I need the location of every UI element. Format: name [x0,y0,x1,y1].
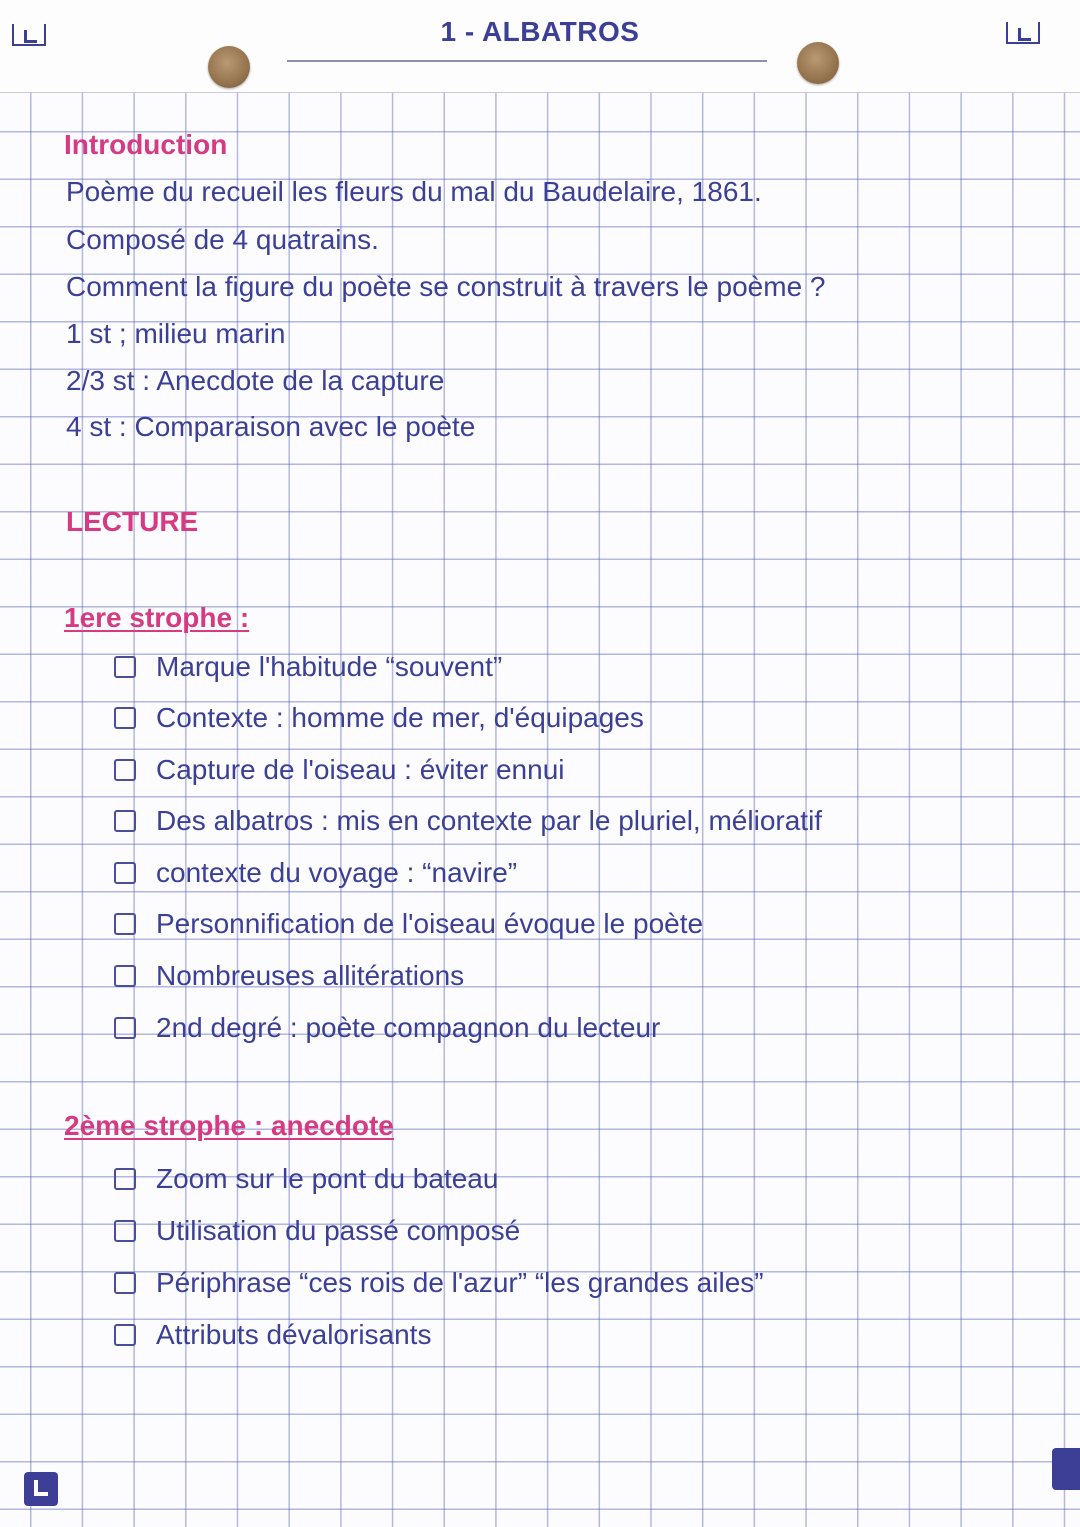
page-title: 1 - ALBATROS [440,16,640,47]
intro-line: 1 st ; milieu marin [66,318,286,349]
brand-logo-icon [24,1472,58,1506]
checklist-item[interactable]: Nombreuses allitérations [114,959,464,993]
checkbox-icon[interactable] [114,1272,136,1294]
checkbox-icon[interactable] [114,1324,136,1346]
title-underline [287,60,767,62]
checklist-item[interactable]: Personnification de l'oiseau évoque le poète [114,907,703,941]
checklist-item[interactable]: Zoom sur le pont du bateau [114,1162,498,1196]
checkbox-icon[interactable] [114,913,136,935]
checklist-item[interactable]: Utilisation du passé composé [114,1214,520,1248]
binder-hole-icon [797,42,839,84]
checklist-item[interactable]: Contexte : homme de mer, d'équipages [114,701,644,735]
brand-tab-icon [1052,1448,1080,1490]
intro-line: 2/3 st : Anecdote de la capture [66,365,445,396]
intro-line: 4 st : Comparaison avec le poète [66,411,476,442]
intro-line: Poème du recueil les fleurs du mal du Baudelaire, 1861. [66,176,762,207]
checklist-item[interactable]: Des albatros : mis en contexte par le pluriel, mélioratif [114,804,822,838]
checkbox-icon[interactable] [114,1017,136,1039]
checkbox-icon[interactable] [114,810,136,832]
checklist-item[interactable]: Périphrase “ces rois de l'azur” “les grandes ailes” [114,1266,764,1300]
checklist-item[interactable]: Attributs dévalorisants [114,1318,431,1352]
intro-line: Composé de 4 quatrains. [66,224,379,255]
checklist-item[interactable]: 2nd degré : poète compagnon du lecteur [114,1011,660,1045]
lecture-heading: LECTURE [66,506,199,537]
checklist-item[interactable]: Marque l'habitude “souvent” [114,650,502,684]
checkbox-icon[interactable] [114,656,136,678]
intro-line: Comment la figure du poète se construit à travers le poème ? [66,271,826,302]
binder-hole-icon [208,46,250,88]
checkbox-icon[interactable] [114,707,136,729]
strophe1-heading: 1ere strophe : [64,602,250,633]
strophe2-heading: 2ème strophe : anecdote [64,1110,394,1141]
checkbox-icon[interactable] [114,1168,136,1190]
checkbox-icon[interactable] [114,965,136,987]
checklist-item[interactable]: Capture de l'oiseau : éviter ennui [114,753,565,787]
intro-heading: Introduction [64,129,228,160]
checkbox-icon[interactable] [114,1220,136,1242]
checklist-item[interactable]: contexte du voyage : “navire” [114,856,517,890]
checkbox-icon[interactable] [114,759,136,781]
checkbox-icon[interactable] [114,862,136,884]
